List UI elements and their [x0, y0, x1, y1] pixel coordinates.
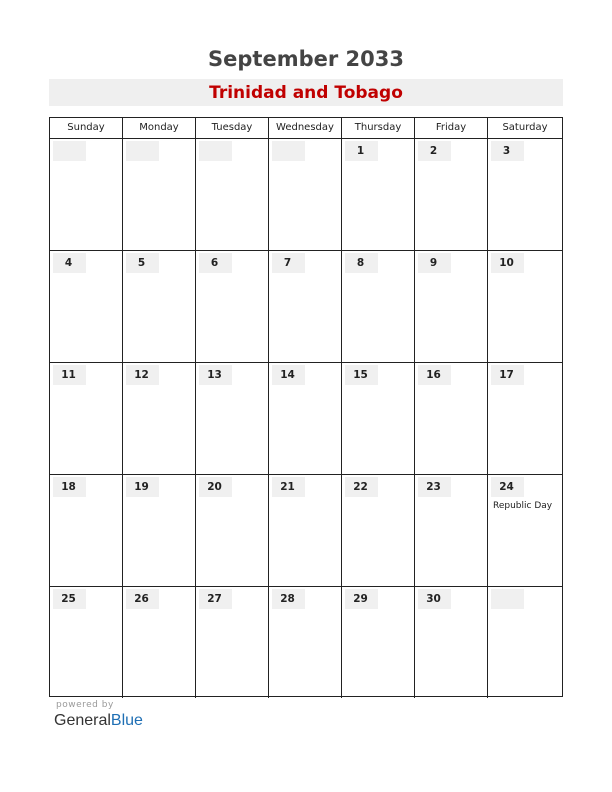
- day-cell[interactable]: [122, 363, 195, 474]
- day-cell[interactable]: [195, 363, 268, 474]
- day-cell[interactable]: [341, 251, 414, 362]
- weekday-header-saturday: Saturday: [487, 118, 562, 138]
- day-cell[interactable]: [414, 363, 487, 474]
- day-cell[interactable]: [50, 251, 122, 362]
- day-number: 27: [199, 589, 232, 609]
- day-cell[interactable]: [487, 251, 562, 362]
- day-number: 11: [53, 365, 86, 385]
- weekday-header-tuesday: Tuesday: [195, 118, 268, 138]
- day-cell[interactable]: [341, 475, 414, 586]
- day-number: 21: [272, 477, 305, 497]
- day-number: 14: [272, 365, 305, 385]
- holiday-label: Republic Day: [493, 501, 553, 511]
- day-cell[interactable]: [268, 139, 341, 250]
- day-number: 4: [53, 253, 86, 273]
- day-number: 12: [126, 365, 159, 385]
- generalblue-logo[interactable]: [54, 712, 143, 730]
- week-row: [50, 586, 562, 698]
- day-number: 30: [418, 589, 451, 609]
- day-number: 7: [272, 253, 305, 273]
- day-cell[interactable]: [122, 475, 195, 586]
- day-cell[interactable]: [487, 139, 562, 250]
- day-number: 23: [418, 477, 451, 497]
- day-cell[interactable]: [50, 475, 122, 586]
- day-number: 16: [418, 365, 451, 385]
- calendar-title: September 2033: [208, 47, 404, 71]
- day-number: 29: [345, 589, 378, 609]
- weekday-header-wednesday: Wednesday: [268, 118, 341, 138]
- country-banner: [49, 79, 563, 106]
- country-name: Trinidad and Tobago: [209, 83, 403, 103]
- day-cell[interactable]: [195, 139, 268, 250]
- day-cell[interactable]: [341, 587, 414, 698]
- day-cell[interactable]: [122, 251, 195, 362]
- day-number: 8: [345, 253, 378, 273]
- day-cell[interactable]: [268, 251, 341, 362]
- day-cell[interactable]: [122, 139, 195, 250]
- day-cell[interactable]: [122, 587, 195, 698]
- day-cell[interactable]: [195, 251, 268, 362]
- day-cell[interactable]: [414, 587, 487, 698]
- day-number: 2: [418, 141, 451, 161]
- week-row: [50, 362, 562, 474]
- day-cell[interactable]: [341, 139, 414, 250]
- powered-by-label: powered by: [56, 700, 114, 710]
- weekday-header-row: [50, 118, 562, 138]
- day-number: 22: [345, 477, 378, 497]
- day-number: 19: [126, 477, 159, 497]
- brand-blue-text: Blue: [110, 712, 143, 729]
- day-number: 18: [53, 477, 86, 497]
- day-cell[interactable]: [487, 363, 562, 474]
- day-cell[interactable]: [50, 587, 122, 698]
- day-cell[interactable]: [414, 475, 487, 586]
- weekday-header-sunday: Sunday: [67, 122, 105, 133]
- day-cell[interactable]: [268, 587, 341, 698]
- day-number: 20: [199, 477, 232, 497]
- weekday-header-monday: Monday: [122, 118, 195, 138]
- day-number: 9: [418, 253, 451, 273]
- day-number: 3: [491, 141, 524, 161]
- day-number: 6: [199, 253, 232, 273]
- day-number: 25: [53, 589, 86, 609]
- day-cell[interactable]: [268, 363, 341, 474]
- weekday-header-thursday: Thursday: [341, 118, 414, 138]
- day-number: 13: [199, 365, 232, 385]
- week-row: [50, 250, 562, 362]
- day-cell[interactable]: [50, 363, 122, 474]
- day-number: 17: [491, 365, 524, 385]
- day-cell[interactable]: [195, 475, 268, 586]
- day-number: 26: [126, 589, 159, 609]
- weekday-header-friday: Friday: [414, 118, 487, 138]
- day-cell[interactable]: [414, 251, 487, 362]
- day-cell[interactable]: [268, 475, 341, 586]
- brand-general-text: General: [54, 712, 111, 729]
- day-number: [126, 141, 159, 161]
- day-cell[interactable]: [487, 475, 562, 586]
- day-cell[interactable]: [414, 139, 487, 250]
- day-number: 5: [126, 253, 159, 273]
- day-number: 10: [491, 253, 524, 273]
- day-cell[interactable]: [487, 587, 562, 698]
- day-cell[interactable]: [341, 363, 414, 474]
- day-number: [491, 589, 524, 609]
- day-number: [199, 141, 232, 161]
- week-row: [50, 474, 562, 586]
- day-number: 15: [345, 365, 378, 385]
- day-number: [53, 141, 86, 161]
- day-number: [272, 141, 305, 161]
- calendar-grid: [49, 117, 563, 697]
- day-cell[interactable]: [50, 139, 122, 250]
- day-cell[interactable]: [195, 587, 268, 698]
- day-number: 28: [272, 589, 305, 609]
- week-row: [50, 138, 562, 250]
- day-number: 1: [345, 141, 378, 161]
- day-number: 24: [491, 477, 524, 497]
